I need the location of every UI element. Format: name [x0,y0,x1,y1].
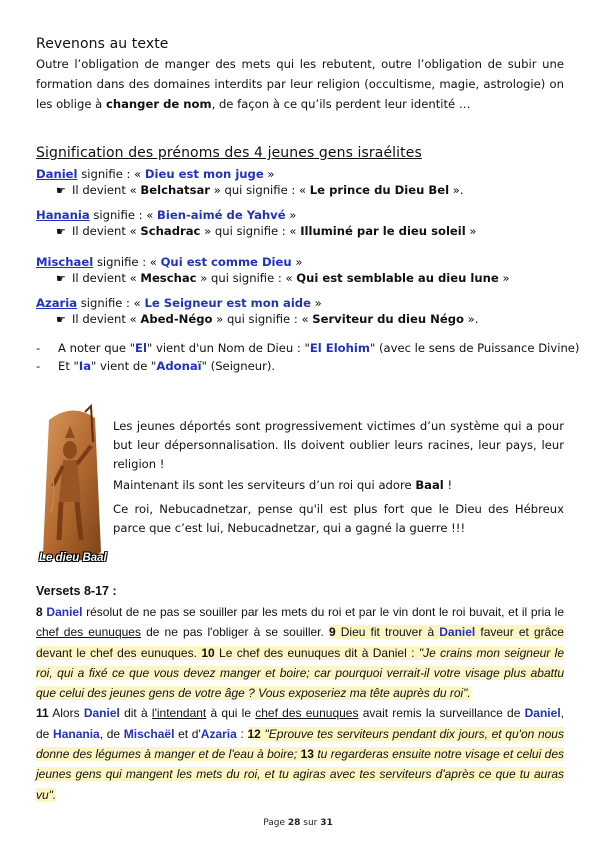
note-item: - A noter que "El" vient d'un Nom de Dieu : "El Elohim" (avec le sens de Puissance Divine) [36,341,580,355]
baal-caption: Le dieu Baal [39,552,107,564]
name-entry-mischael: Mischael signifie : « Qui est comme Dieu » ☛ Il devient « Meschac » qui signifie : « Qui est semblable au dieu lune » [36,255,510,285]
name-link[interactable]: Azaria [36,296,78,310]
verses-text: 8 Daniel résolut de ne pas se souiller par les mets du roi et par le vin dont le roi buvait, et il pria le chef des eunuques de ne pas l'obliger à se souiller. 9 Dieu fit trouver à Daniel faveur et grâce devant le chef des eunuques. 10 Le chef des eunuques dit à Daniel : "Je crains mon seigneur le roi, qui a fixé ce que vous devez manger et boire; car pourquoi verrait-il votre visage plus abattu que celui des jeunes gens de votre âge ? Vous exposeriez ma tête auprès du roi". 11 Alors Daniel dit à l'intendant à qui le chef des eunuques avait remis la surveillance de Daniel, de Hanania, de Mischaël et d'Azaria : 12 "Eprouve tes serviteurs pendant dix jours, et qu'on nous donne des légumes à manger et de l'eau à boire; 13 tu regarderas ensuite notre visage et celui des jeunes gens qui mangent les mets du roi, et tu agiras avec tes serviteurs d'après ce que tu auras vu". [36,605,564,802]
baal-statue-image [37,402,107,574]
notes-list [36,339,580,375]
note-item: - Et "Ia" vient de "Adonaï" (Seigneur). [36,359,276,373]
pointing-hand-icon: ☛ [56,184,66,197]
section-title-prenoms: Signification des prénoms des 4 jeunes gens israélites [36,145,422,161]
side-paragraph-1: Les jeunes déportés sont progressivement victimes d’un système qui a pour but leur dépersonnalisation. Ils doivent oublier leurs racines, leur pays, leur religion ! [113,419,564,471]
side-paragraph-2: Maintenant ils sont les serviteurs d’un roi qui adore Baal ! [113,478,453,492]
verses-title: Versets 8-17 : [36,584,117,598]
names-list [36,166,564,328]
name-link[interactable]: Hanania [36,208,90,222]
name-entry-daniel: Daniel signifie : « Dieu est mon juge » ☛ Il devient « Belchatsar » qui signifie : « Le prince du Dieu Bel ». [36,167,464,197]
pointing-hand-icon: ☛ [56,313,66,326]
pointing-hand-icon: ☛ [56,272,66,285]
intro-paragraph: Outre l’obligation de manger des mets qui les rebutent, outre l’obligation de subir une formation dans des domaines interdits par leur religion (occultisme, magie, astrologie) on les oblige à changer de nom, de façon à ce qu’ils perdent leur identité … [36,57,564,111]
section-title-revenons: Revenons au texte [36,36,169,52]
name-link[interactable]: Daniel [36,167,78,181]
page-footer: Page 28 sur 31 [263,818,333,828]
side-paragraph-3: Ce roi, Nebucadnetzar, pense qu'il est plus fort que le Dieu des Hébreux parce que c’est lui, Nebucadnetzar, qui a gagné la guerre !!! [113,502,564,535]
name-entry-hanania: Hanania signifie : « Bien-aimé de Yahvé » ☛ Il devient « Schadrac » qui signifie : « Illuminé par le dieu soleil » [36,208,477,238]
name-entry-azaria: Azaria signifie : « Le Seigneur est mon aide » ☛ Il devient « Abed-Négo » qui signifie : « Serviteur du dieu Négo ». [36,296,479,326]
name-link[interactable]: Mischael [36,255,94,269]
pointing-hand-icon: ☛ [56,225,66,238]
